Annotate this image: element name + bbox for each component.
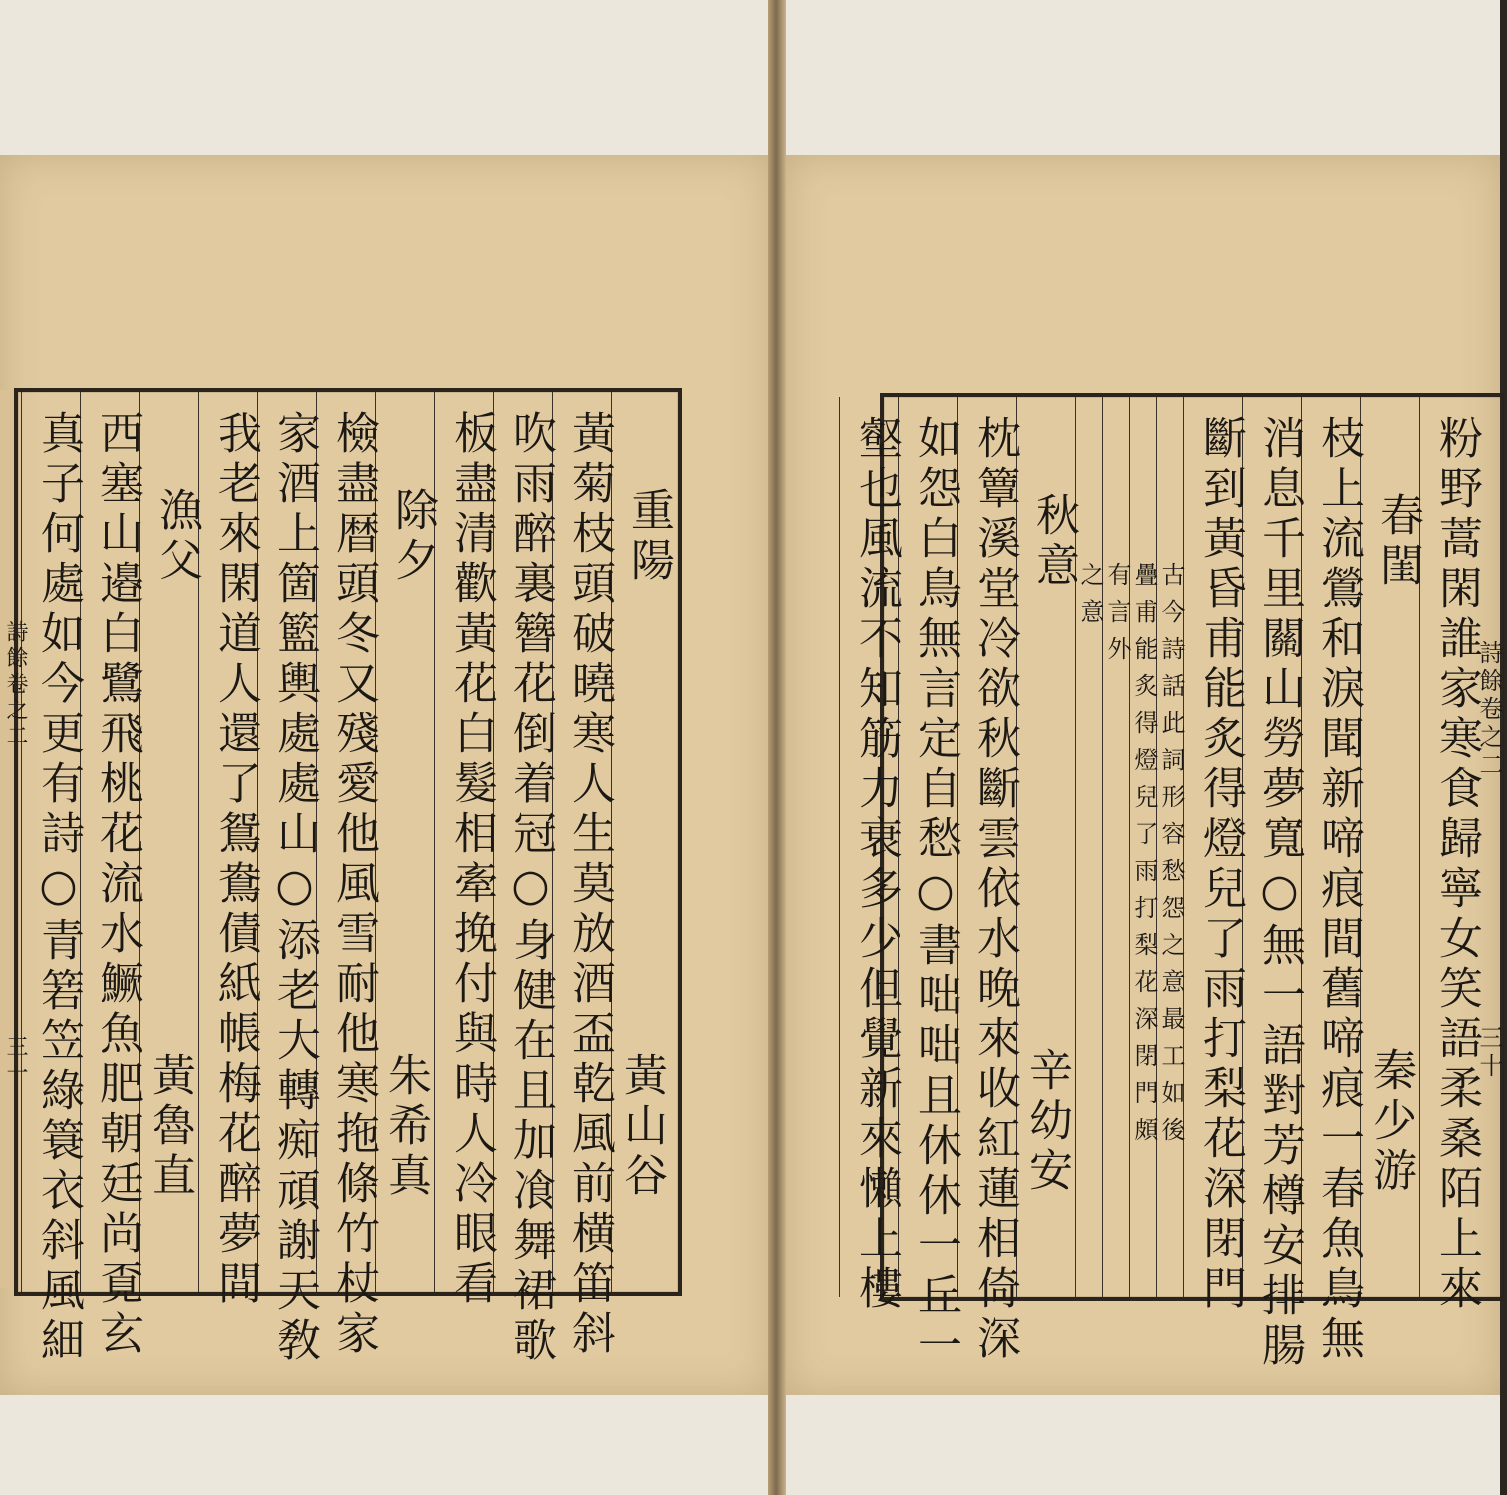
poem-title: 除夕	[387, 487, 438, 587]
poem-title: 春閨	[1372, 492, 1423, 592]
annotation-column	[1102, 397, 1129, 1297]
text-line: 枝上流鶯和淚聞新啼痕間舊啼痕一春魚鳥無	[1313, 415, 1364, 1365]
text-column	[1419, 397, 1482, 1315]
text-column	[434, 392, 497, 1310]
right-side-label: 詩餘卷之二	[1475, 640, 1503, 780]
poem-author: 朱希真	[380, 1052, 431, 1202]
text-column	[1301, 397, 1364, 1365]
left-text-frame	[14, 388, 682, 1367]
poem-author: 黃山谷	[616, 1052, 667, 1202]
column-rule	[1129, 397, 1130, 1297]
right-top-margin	[786, 0, 1500, 155]
text-line: 之意	[1076, 562, 1104, 636]
poem-title-column	[139, 392, 202, 1292]
text-line: 檢盡暦頭冬又殘愛他風雪耐他寒拖條竹杖家	[328, 410, 379, 1360]
column-rule	[21, 392, 22, 1292]
text-line: 真子何處如今更有詩○青箬笠綠簑衣斜風細	[33, 410, 84, 1367]
text-line: 如怨白鳥無言定自愁○書咄咄且休休一丘一	[910, 415, 961, 1372]
text-line: 有言外	[1103, 562, 1131, 673]
poem-title-column	[1016, 397, 1079, 1297]
text-column	[316, 392, 379, 1360]
text-column	[957, 397, 1020, 1365]
poem-author: 黃魯直	[144, 1052, 195, 1202]
text-line: 西塞山邉白鷺飛桃花流水鱖魚肥朝廷尚覔玄	[92, 410, 143, 1360]
text-line: 我老來閑道人還了鴛鴦債紙帳梅花醉夢間	[210, 410, 261, 1310]
left-bottom-margin	[0, 1395, 770, 1495]
left-fold-marker	[0, 390, 14, 1288]
text-column	[552, 392, 615, 1360]
left-side-label: 詩餘卷之二	[3, 620, 28, 750]
annotation-column	[1156, 397, 1183, 1297]
text-line: 板盡清歡黃花白髮相牽挽付與時人冷眼看	[446, 410, 497, 1310]
poem-title: 漁父	[151, 487, 202, 587]
text-column	[198, 392, 261, 1310]
text-column	[80, 392, 143, 1360]
left-top-margin	[0, 0, 770, 155]
poem-title: 秋意	[1028, 492, 1079, 592]
text-line: 家酒上箇籃輿處處山○添老大轉痴頑謝天敎	[269, 410, 320, 1367]
text-line: 斷到黃昏甫能炙得燈兒了雨打梨花深閉門	[1195, 415, 1246, 1315]
right-text-frame	[851, 393, 1504, 1372]
text-column	[1183, 397, 1246, 1315]
text-line: 壑也風流不知筋力衰多少但覺新來懶上樓	[851, 415, 902, 1315]
poem-title: 重陽	[623, 487, 674, 587]
left-side-page: 三一	[3, 1035, 28, 1087]
text-line: 疊甫能炙得燈兒了雨打梨花深閉門頗	[1130, 562, 1158, 1154]
text-column	[493, 392, 556, 1367]
text-column	[1242, 397, 1305, 1372]
text-line: 粉野蒿閑誰家寒食歸寧女笑語柔桑陌上來	[1431, 415, 1482, 1315]
poem-author: 辛幼安	[1021, 1047, 1072, 1197]
text-line: 黃菊枝頭破曉寒人生莫放酒盃乾風前横笛斜	[564, 410, 615, 1360]
poem-title-column	[1360, 397, 1423, 1297]
text-line: 吹雨醉裏簪花倒着冠○身健在且加飡舞裙歌	[505, 410, 556, 1367]
text-column	[839, 397, 902, 1315]
right-side-page: 三十	[1475, 1025, 1503, 1081]
poem-title-column	[611, 392, 674, 1292]
poem-author: 秦少游	[1365, 1047, 1416, 1197]
right-bottom-margin	[786, 1395, 1500, 1495]
annotation-column	[1075, 397, 1102, 1297]
column-rule	[839, 397, 840, 1297]
text-column	[257, 392, 320, 1367]
text-line: 枕簟溪堂冷欲秋斷雲依水晚來收紅蓮相倚深	[969, 415, 1020, 1365]
poem-title-column	[375, 392, 438, 1292]
text-column	[21, 392, 84, 1367]
column-rule	[1102, 397, 1103, 1297]
text-line: 古今詩話此詞形容愁怨之意最工如後	[1157, 562, 1185, 1154]
text-line: 消息千里關山勞夢寬○無一語對芳樽安排腸	[1254, 415, 1305, 1372]
text-column	[898, 397, 961, 1372]
book-gutter	[768, 0, 786, 1495]
annotation-column	[1129, 397, 1156, 1297]
